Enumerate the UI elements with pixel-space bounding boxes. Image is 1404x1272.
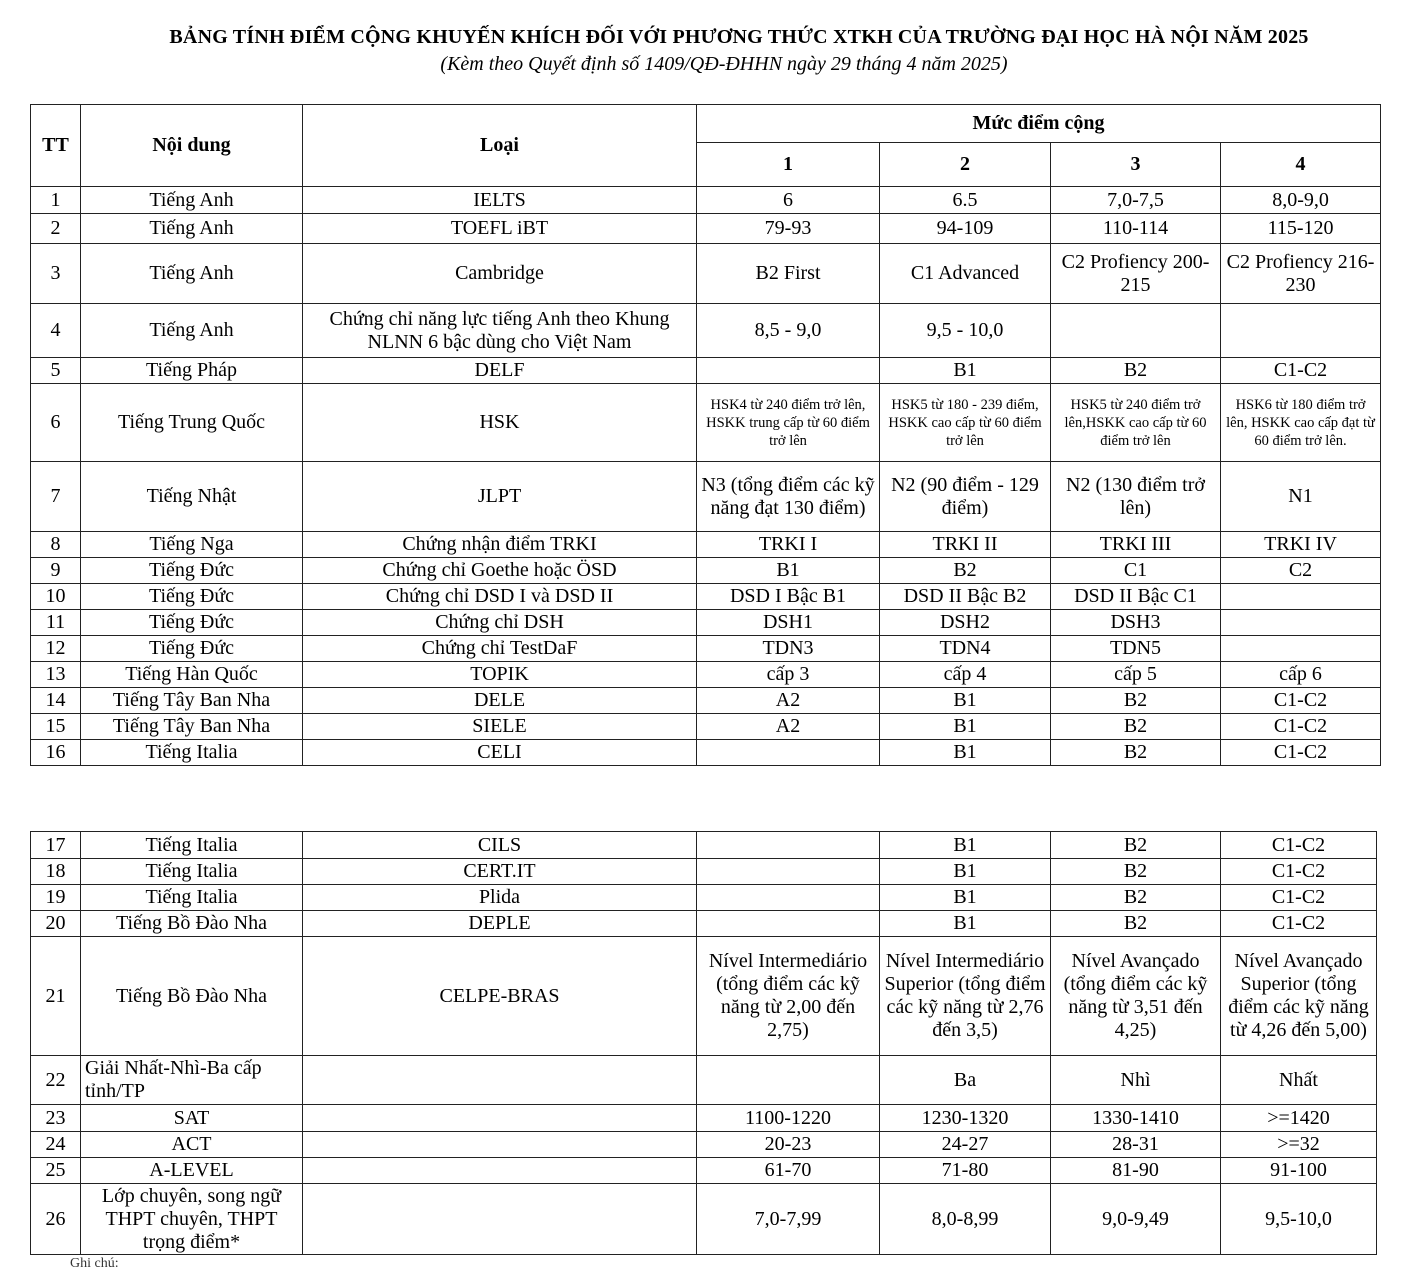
header-level-1: 1 (697, 143, 880, 187)
table-row (31, 462, 1381, 532)
cell-level-2: DSD II Bậc B2 (880, 584, 1051, 610)
table-row (31, 911, 1377, 937)
cell-type: Chứng chỉ TestDaF (303, 636, 697, 662)
cell-type: CERT.IT (303, 859, 697, 885)
cell-level-4: C2 (1221, 558, 1381, 584)
table-row (31, 304, 1381, 358)
table-row (31, 662, 1381, 688)
table-row (31, 885, 1377, 911)
cell-level-4: 115-120 (1221, 214, 1381, 244)
cell-level-2: B1 (880, 911, 1051, 937)
cell-level-1: 61-70 (697, 1158, 880, 1184)
cell-type: IELTS (303, 187, 697, 214)
cell-content: Tiếng Bồ Đào Nha (81, 937, 303, 1056)
cell-level-1: 1100-1220 (697, 1105, 880, 1132)
cell-level-3: DSH3 (1051, 610, 1221, 636)
cell-content: SAT (81, 1105, 303, 1132)
cell-tt: 22 (31, 1056, 81, 1105)
table-row (31, 384, 1381, 462)
cell-level-2: C1 Advanced (880, 244, 1051, 304)
cell-tt: 23 (31, 1105, 81, 1132)
cell-level-3: 9,0-9,49 (1051, 1184, 1221, 1255)
cell-level-1: Nível Intermediário (tổng điểm các kỹ năng từ 2,00 đến 2,75) (697, 937, 880, 1056)
cell-level-4 (1221, 584, 1381, 610)
cell-level-2: 6.5 (880, 187, 1051, 214)
cell-content: Tiếng Italia (81, 740, 303, 766)
table-row (31, 584, 1381, 610)
table-row (31, 740, 1381, 766)
header-content: Nội dung (81, 105, 303, 187)
cell-content: Tiếng Anh (81, 304, 303, 358)
header-type: Loại (303, 105, 697, 187)
cell-tt: 17 (31, 832, 81, 859)
cell-level-2: 8,0-8,99 (880, 1184, 1051, 1255)
cell-level-3: TRKI III (1051, 532, 1221, 558)
cell-level-1 (697, 859, 880, 885)
cell-type: CILS (303, 832, 697, 859)
cell-tt: 9 (31, 558, 81, 584)
cell-level-1: 8,5 - 9,0 (697, 304, 880, 358)
cell-level-2: HSK5 từ 180 - 239 điểm, HSKK cao cấp từ 60 điểm trở lên (880, 384, 1051, 462)
cell-level-4: C1-C2 (1221, 885, 1377, 911)
cell-type: Chứng nhận điểm TRKI (303, 532, 697, 558)
header-level-2: 2 (880, 143, 1051, 187)
footnote: Ghi chú: (70, 1256, 119, 1271)
bonus-points-table-part-2 (30, 831, 1377, 1255)
cell-level-3: Nível Avançado (tổng điểm các kỹ năng từ 3,51 đến 4,25) (1051, 937, 1221, 1056)
cell-type: Chứng chỉ DSH (303, 610, 697, 636)
table-row (31, 558, 1381, 584)
cell-tt: 15 (31, 714, 81, 740)
document-subtitle: (Kèm theo Quyết định số 1409/QĐ-ĐHHN ngày 29 tháng 4 năm 2025) (440, 53, 1008, 75)
cell-level-4: HSK6 từ 180 điểm trở lên, HSKK cao cấp đạt từ 60 điểm trở lên. (1221, 384, 1381, 462)
cell-content: Tiếng Bồ Đào Nha (81, 911, 303, 937)
cell-tt: 24 (31, 1132, 81, 1158)
cell-type (303, 1132, 697, 1158)
cell-level-4: C1-C2 (1221, 911, 1377, 937)
cell-level-2: B1 (880, 714, 1051, 740)
cell-level-4 (1221, 610, 1381, 636)
cell-level-3: HSK5 từ 240 điểm trở lên,HSKK cao cấp từ 60 điểm trở lên (1051, 384, 1221, 462)
cell-tt: 1 (31, 187, 81, 214)
cell-level-3: 81-90 (1051, 1158, 1221, 1184)
table-row (31, 1105, 1377, 1132)
cell-level-1 (697, 1056, 880, 1105)
cell-level-2: Ba (880, 1056, 1051, 1105)
cell-level-3: B2 (1051, 885, 1221, 911)
cell-tt: 6 (31, 384, 81, 462)
cell-level-4: C1-C2 (1221, 740, 1381, 766)
cell-level-3: 7,0-7,5 (1051, 187, 1221, 214)
cell-level-1: DSH1 (697, 610, 880, 636)
cell-type: SIELE (303, 714, 697, 740)
cell-level-3: B2 (1051, 740, 1221, 766)
cell-content: Tiếng Nga (81, 532, 303, 558)
cell-type: JLPT (303, 462, 697, 532)
cell-tt: 14 (31, 688, 81, 714)
cell-tt: 21 (31, 937, 81, 1056)
cell-tt: 11 (31, 610, 81, 636)
table-row (31, 187, 1381, 214)
table-row (31, 636, 1381, 662)
cell-content: Tiếng Đức (81, 584, 303, 610)
cell-level-3: C2 Profiency 200-215 (1051, 244, 1221, 304)
cell-level-1: A2 (697, 714, 880, 740)
cell-level-4: C1-C2 (1221, 832, 1377, 859)
cell-level-1: 6 (697, 187, 880, 214)
cell-level-2: 1230-1320 (880, 1105, 1051, 1132)
cell-level-1 (697, 885, 880, 911)
cell-type: DEPLE (303, 911, 697, 937)
table-row (31, 832, 1377, 859)
cell-level-3: 28-31 (1051, 1132, 1221, 1158)
cell-level-2: TRKI II (880, 532, 1051, 558)
cell-level-1: 20-23 (697, 1132, 880, 1158)
table-row (31, 214, 1381, 244)
cell-content: Tiếng Anh (81, 214, 303, 244)
cell-level-3: B2 (1051, 859, 1221, 885)
table-row (31, 714, 1381, 740)
cell-content: Tiếng Pháp (81, 358, 303, 384)
table-row (31, 532, 1381, 558)
cell-type: CELPE-BRAS (303, 937, 697, 1056)
cell-tt: 4 (31, 304, 81, 358)
table-row (31, 244, 1381, 304)
cell-type: Plida (303, 885, 697, 911)
cell-tt: 2 (31, 214, 81, 244)
cell-content: Tiếng Tây Ban Nha (81, 688, 303, 714)
cell-content: Tiếng Anh (81, 244, 303, 304)
table-row (31, 1158, 1377, 1184)
cell-level-1 (697, 358, 880, 384)
cell-tt: 7 (31, 462, 81, 532)
cell-content: Tiếng Tây Ban Nha (81, 714, 303, 740)
table-row (31, 610, 1381, 636)
cell-level-1: TDN3 (697, 636, 880, 662)
cell-level-4: C1-C2 (1221, 714, 1381, 740)
cell-type: Chứng chỉ DSD I và DSD II (303, 584, 697, 610)
cell-tt: 10 (31, 584, 81, 610)
cell-level-1: HSK4 từ 240 điểm trở lên, HSKK trung cấp từ 60 điểm trở lên (697, 384, 880, 462)
cell-level-2: 9,5 - 10,0 (880, 304, 1051, 358)
cell-level-1: TRKI I (697, 532, 880, 558)
cell-level-3: B2 (1051, 714, 1221, 740)
cell-level-3: C1 (1051, 558, 1221, 584)
cell-tt: 13 (31, 662, 81, 688)
cell-type: TOPIK (303, 662, 697, 688)
cell-type (303, 1056, 697, 1105)
cell-level-1: B2 First (697, 244, 880, 304)
cell-type: DELF (303, 358, 697, 384)
cell-type: Chứng chỉ Goethe hoặc ÖSD (303, 558, 697, 584)
cell-level-3: TDN5 (1051, 636, 1221, 662)
cell-level-2: cấp 4 (880, 662, 1051, 688)
cell-level-1 (697, 911, 880, 937)
cell-type: TOEFL iBT (303, 214, 697, 244)
cell-level-4: C2 Profiency 216-230 (1221, 244, 1381, 304)
cell-level-3: cấp 5 (1051, 662, 1221, 688)
cell-content: Tiếng Italia (81, 859, 303, 885)
cell-type (303, 1184, 697, 1255)
cell-level-3: B2 (1051, 358, 1221, 384)
cell-level-2: B1 (880, 358, 1051, 384)
cell-tt: 19 (31, 885, 81, 911)
cell-type: Chứng chỉ năng lực tiếng Anh theo Khung NLNN 6 bậc dùng cho Việt Nam (303, 304, 697, 358)
cell-type (303, 1105, 697, 1132)
cell-tt: 25 (31, 1158, 81, 1184)
cell-level-1: B1 (697, 558, 880, 584)
cell-level-2: 94-109 (880, 214, 1051, 244)
cell-level-2: N2 (90 điểm - 129 điểm) (880, 462, 1051, 532)
cell-level-2: B2 (880, 558, 1051, 584)
cell-content: Tiếng Italia (81, 885, 303, 911)
cell-tt: 5 (31, 358, 81, 384)
header-level-group: Mức điểm cộng (697, 105, 1381, 143)
cell-content: Tiếng Đức (81, 610, 303, 636)
cell-tt: 12 (31, 636, 81, 662)
cell-level-4: 91-100 (1221, 1158, 1377, 1184)
cell-level-3: N2 (130 điểm trở lên) (1051, 462, 1221, 532)
cell-level-3: DSD II Bậc C1 (1051, 584, 1221, 610)
cell-level-4: Nível Avançado Superior (tổng điểm các kỹ năng từ 4,26 đến 5,00) (1221, 937, 1377, 1056)
cell-level-4: C1-C2 (1221, 859, 1377, 885)
cell-level-2: 71-80 (880, 1158, 1051, 1184)
cell-type (303, 1158, 697, 1184)
cell-type: HSK (303, 384, 697, 462)
table-row (31, 859, 1377, 885)
cell-level-4: C1-C2 (1221, 358, 1381, 384)
cell-type: DELE (303, 688, 697, 714)
table-row (31, 937, 1377, 1056)
cell-level-2: Nível Intermediário Superior (tổng điểm các kỹ năng từ 2,76 đến 3,5) (880, 937, 1051, 1056)
cell-type: Cambridge (303, 244, 697, 304)
cell-level-1: DSD I Bậc B1 (697, 584, 880, 610)
header-level-4: 4 (1221, 143, 1381, 187)
cell-level-4: >=32 (1221, 1132, 1377, 1158)
cell-content: Tiếng Italia (81, 832, 303, 859)
cell-level-4: cấp 6 (1221, 662, 1381, 688)
cell-level-2: B1 (880, 859, 1051, 885)
cell-level-3: B2 (1051, 688, 1221, 714)
cell-content: Lớp chuyên, song ngữ THPT chuyên, THPT trọng điểm* (81, 1184, 303, 1255)
cell-level-3 (1051, 304, 1221, 358)
cell-level-1 (697, 740, 880, 766)
document-title: BẢNG TÍNH ĐIỂM CỘNG KHUYẾN KHÍCH ĐỐI VỚI PHƯƠNG THỨC XTKH CỦA TRƯỜNG ĐẠI HỌC HÀ NỘI NĂM 2025 (169, 26, 1309, 48)
cell-level-4: Nhất (1221, 1056, 1377, 1105)
cell-content: Tiếng Nhật (81, 462, 303, 532)
cell-level-1: A2 (697, 688, 880, 714)
cell-level-3: 1330-1410 (1051, 1105, 1221, 1132)
cell-tt: 26 (31, 1184, 81, 1255)
table-row (31, 358, 1381, 384)
cell-level-1: 7,0-7,99 (697, 1184, 880, 1255)
header-level-3: 3 (1051, 143, 1221, 187)
cell-tt: 8 (31, 532, 81, 558)
cell-level-3: 110-114 (1051, 214, 1221, 244)
cell-level-3: Nhì (1051, 1056, 1221, 1105)
cell-level-1: N3 (tổng điểm các kỹ năng đạt 130 điểm) (697, 462, 880, 532)
cell-level-3: B2 (1051, 832, 1221, 859)
cell-level-1: cấp 3 (697, 662, 880, 688)
cell-level-4: >=1420 (1221, 1105, 1377, 1132)
cell-level-4: C1-C2 (1221, 688, 1381, 714)
cell-content: Tiếng Trung Quốc (81, 384, 303, 462)
table-row (31, 1056, 1377, 1105)
cell-tt: 18 (31, 859, 81, 885)
cell-level-4: 8,0-9,0 (1221, 187, 1381, 214)
cell-level-4 (1221, 636, 1381, 662)
cell-content: Tiếng Anh (81, 187, 303, 214)
cell-content: ACT (81, 1132, 303, 1158)
cell-level-2: 24-27 (880, 1132, 1051, 1158)
cell-content: Tiếng Đức (81, 636, 303, 662)
cell-level-3: B2 (1051, 911, 1221, 937)
cell-level-2: B1 (880, 740, 1051, 766)
table-row (31, 1132, 1377, 1158)
cell-level-4 (1221, 304, 1381, 358)
cell-content: Giải Nhất-Nhì-Ba cấp tỉnh/TP (81, 1056, 303, 1105)
cell-level-2: B1 (880, 688, 1051, 714)
table-row (31, 688, 1381, 714)
cell-level-1: 79-93 (697, 214, 880, 244)
cell-content: A-LEVEL (81, 1158, 303, 1184)
cell-level-4: N1 (1221, 462, 1381, 532)
cell-level-2: TDN4 (880, 636, 1051, 662)
cell-level-4: 9,5-10,0 (1221, 1184, 1377, 1255)
cell-content: Tiếng Đức (81, 558, 303, 584)
cell-level-2: B1 (880, 885, 1051, 911)
table-row (31, 1184, 1377, 1255)
bonus-points-table-part-1 (30, 104, 1381, 766)
cell-content: Tiếng Hàn Quốc (81, 662, 303, 688)
cell-level-1 (697, 832, 880, 859)
cell-level-2: DSH2 (880, 610, 1051, 636)
cell-level-4: TRKI IV (1221, 532, 1381, 558)
cell-level-2: B1 (880, 832, 1051, 859)
cell-tt: 3 (31, 244, 81, 304)
cell-tt: 20 (31, 911, 81, 937)
header-tt: TT (31, 105, 81, 187)
cell-type: CELI (303, 740, 697, 766)
cell-tt: 16 (31, 740, 81, 766)
